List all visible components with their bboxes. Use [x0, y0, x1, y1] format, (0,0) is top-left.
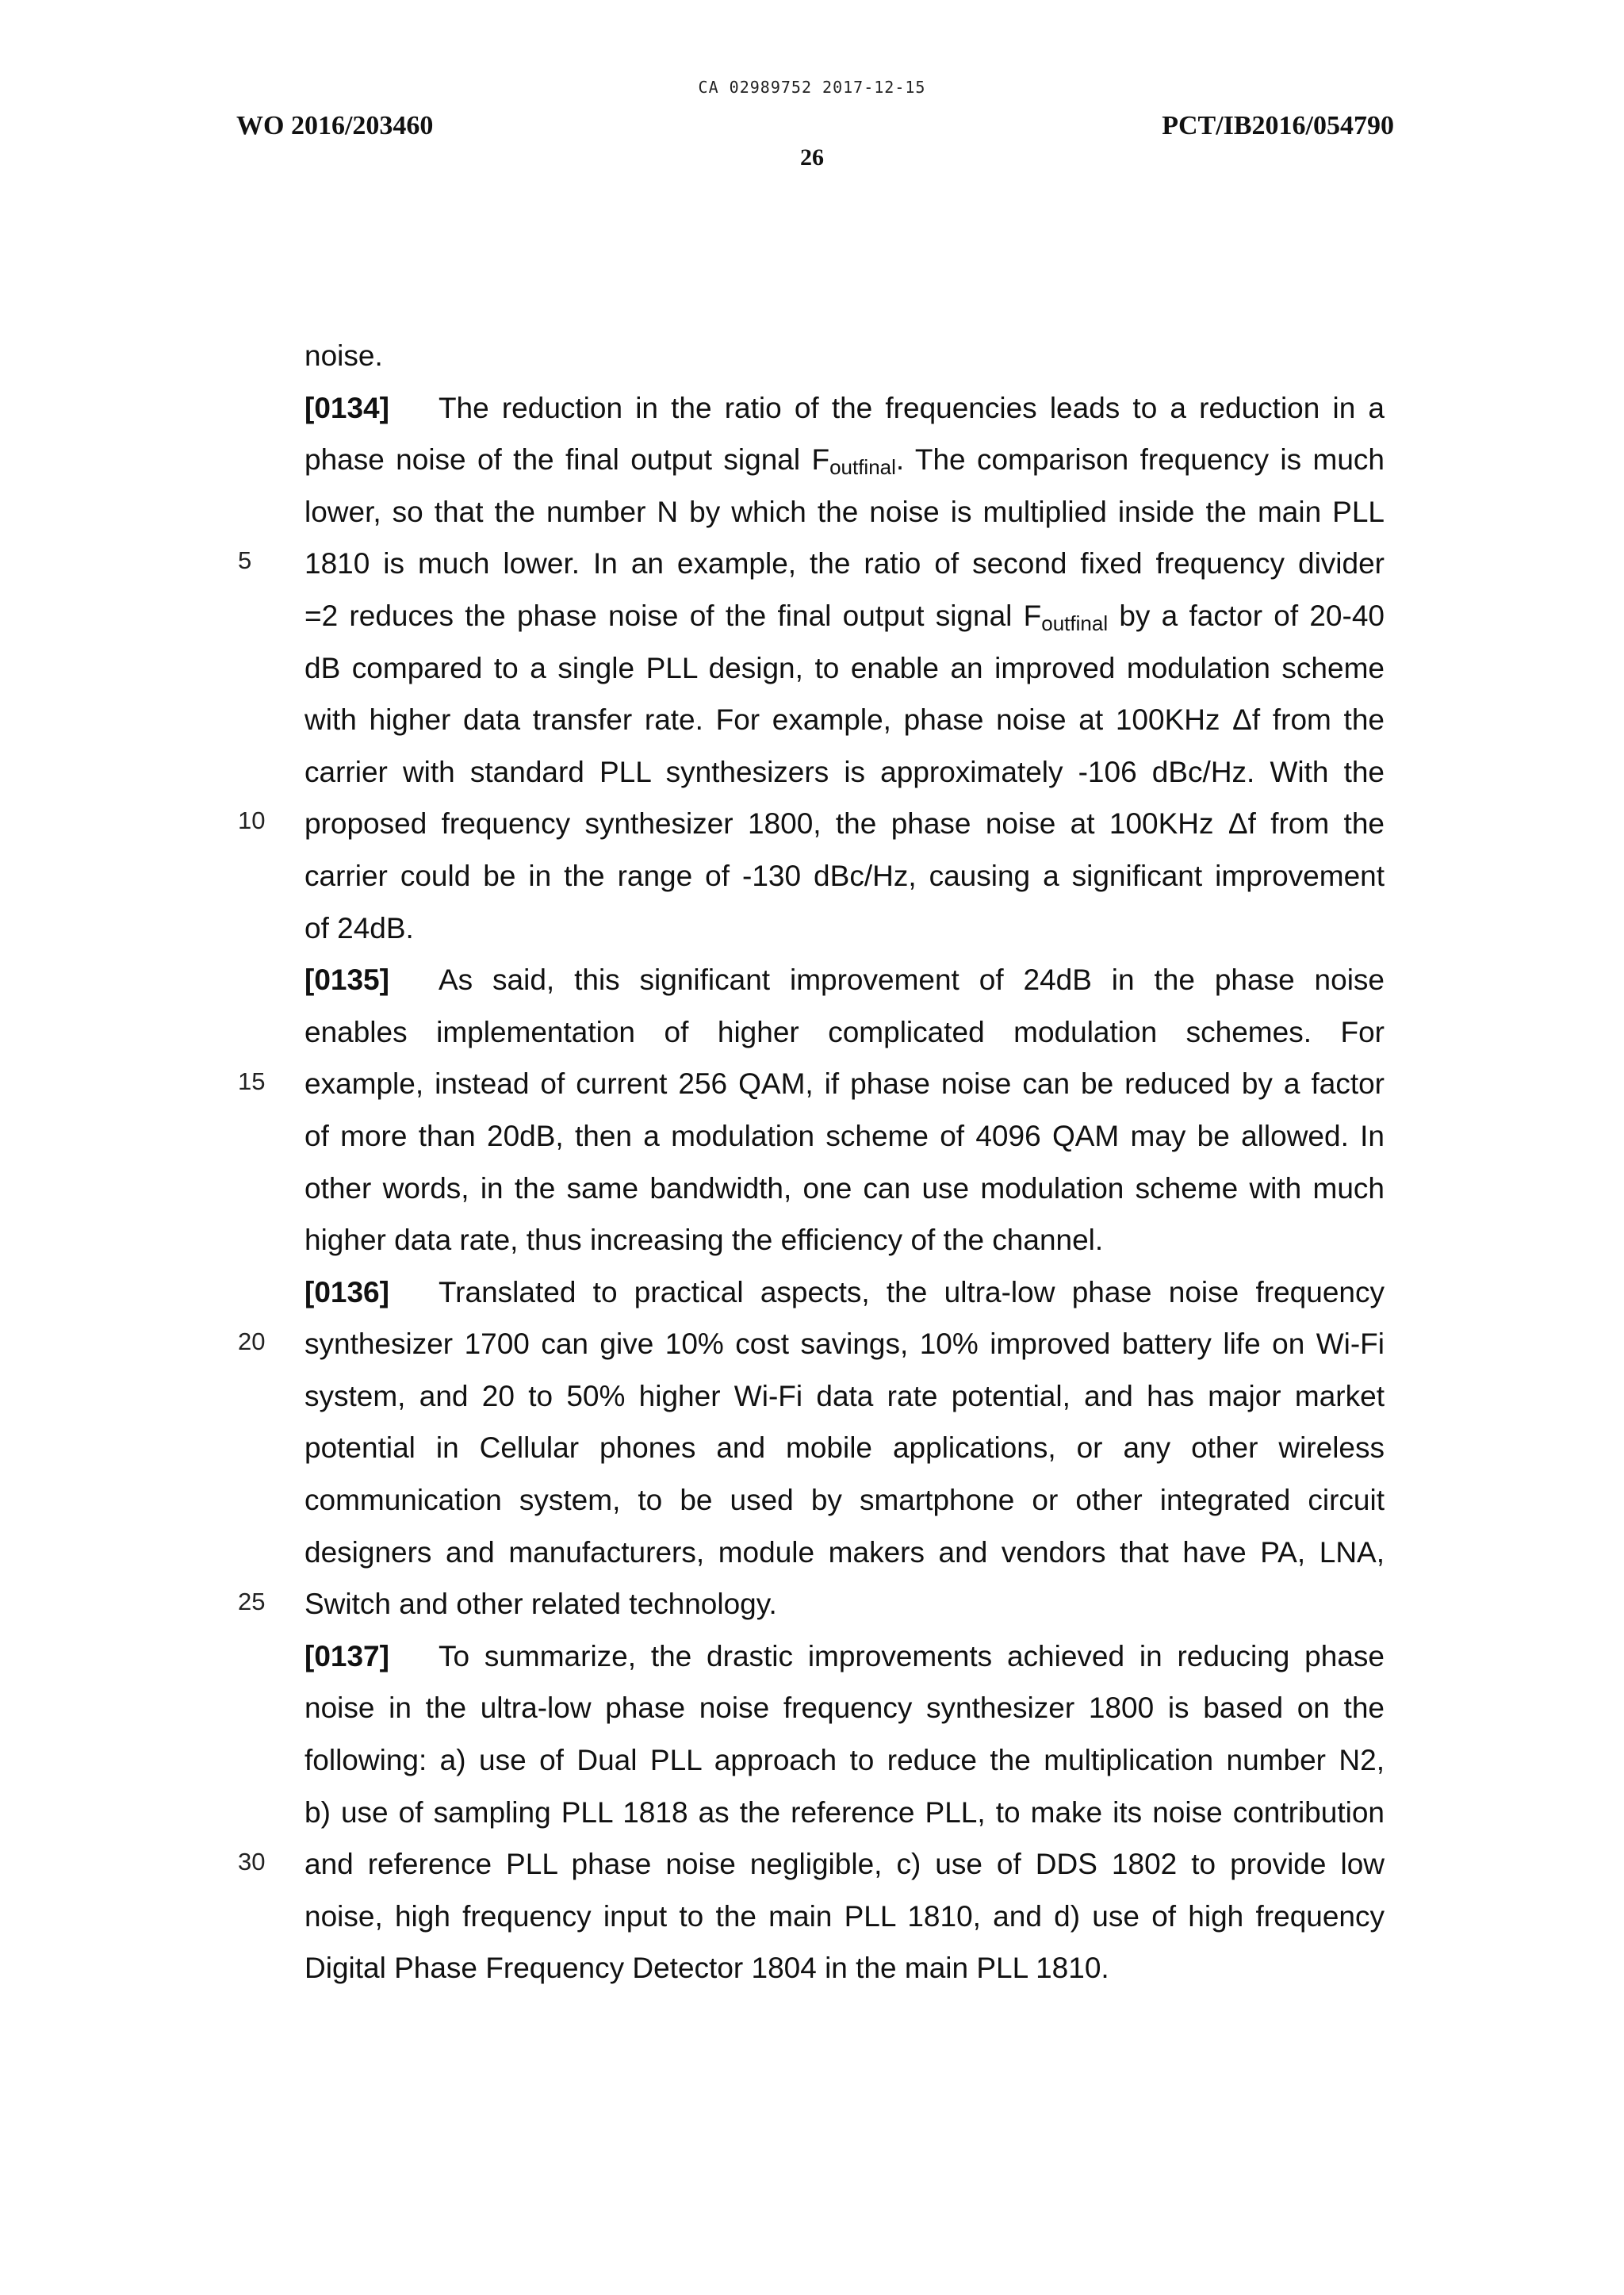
document-body	[304, 330, 1385, 1994]
paragraph-0136-line: [0136] Translated to practical aspects, the ultra-low phase noise frequency	[304, 1275, 1385, 1308]
text-line: higher data rate, thus increasing the efficiency of the channel.	[304, 1224, 1104, 1257]
margin-line-number: 25	[238, 1588, 266, 1615]
paragraph-number: [0134]	[304, 391, 389, 424]
text-line: =2 reduces the phase noise of the final output signal $F_{outfinal}$ by a factor of 20-40	[304, 599, 1385, 635]
margin-line-number: 10	[238, 807, 266, 834]
text-line: synthesizer 1700 can give 10% cost savings, 10% improved battery life on Wi-Fi	[304, 1328, 1385, 1361]
paragraph-0134-line: [0134] The reduction in the ratio of the frequencies leads to a reduction in a	[304, 391, 1385, 424]
text-line: proposed frequency synthesizer 1800, the phase noise at 100KHz Δf from the	[304, 807, 1385, 841]
text-line: designers and manufacturers, module makers and vendors that have PA, LNA,	[304, 1535, 1385, 1569]
text-line: of more than 20dB, then a modulation scheme of 4096 QAM may be allowed. In	[304, 1119, 1385, 1152]
margin-line-number: 20	[238, 1328, 266, 1355]
text-line: potential in Cellular phones and mobile applications, or any other wireless	[304, 1431, 1385, 1465]
text-line: of 24dB.	[304, 911, 414, 944]
paragraph-number: [0135]	[304, 964, 389, 997]
paragraph-number: [0136]	[304, 1275, 389, 1308]
application-number: PCT/IB2016/054790	[1162, 111, 1394, 140]
text-line: enables implementation of higher complicated modulation schemes. For	[304, 1015, 1385, 1048]
publication-number: WO 2016/203460	[236, 111, 434, 140]
text-line: phase noise of the final output signal $F_{outfinal}$. The comparison frequency is much	[304, 443, 1385, 480]
text-line: carrier with standard PLL synthesizers is approximately -106 dBc/Hz. With the	[304, 755, 1385, 788]
text-line: Digital Phase Frequency Detector 1804 in the main PLL 1810.	[304, 1952, 1109, 1985]
text-line: other words, in the same bandwidth, one can use modulation scheme with much	[304, 1171, 1385, 1205]
text-line: following: a) use of Dual PLL approach to reduce the multiplication number N2,	[304, 1744, 1385, 1777]
text-line: system, and 20 to 50% higher Wi-Fi data rate potential, and has major market	[304, 1379, 1385, 1412]
text-line: b) use of sampling PLL 1818 as the reference PLL, to make its noise contribution	[304, 1795, 1385, 1829]
page-number: 26	[800, 144, 824, 170]
text-line: dB compared to a single PLL design, to enable an improved modulation scheme	[304, 651, 1385, 684]
text-line: Switch and other related technology.	[304, 1588, 777, 1621]
filing-stamp: CA 02989752 2017-12-15	[698, 78, 926, 97]
text-line: and reference PLL phase noise negligible, c) use of DDS 1802 to provide low	[304, 1848, 1385, 1881]
text-line: carrier could be in the range of -130 dBc/Hz, causing a significant improvement	[304, 859, 1385, 892]
text-line: noise in the ultra-low phase noise frequency synthesizer 1800 is based on the	[304, 1692, 1385, 1725]
text-line: communication system, to be used by smartphone or other integrated circuit	[304, 1484, 1385, 1517]
margin-line-number: 30	[238, 1848, 266, 1875]
text-line: example, instead of current 256 QAM, if phase noise can be reduced by a factor	[304, 1067, 1385, 1101]
text-line: 1810 is much lower. In an example, the ratio of second fixed frequency divider	[304, 547, 1385, 580]
text-line: noise, high frequency input to the main PLL 1810, and d) use of high frequency	[304, 1899, 1385, 1933]
subscript: outfinal	[829, 455, 896, 480]
text-line: lower, so that the number N by which the noise is multiplied inside the main PLL	[304, 495, 1385, 528]
paragraph-0135-line: [0135] As said, this significant improvement of 24dB in the phase noise	[304, 964, 1385, 997]
margin-line-number: 15	[238, 1067, 266, 1095]
paragraph-number: [0137]	[304, 1639, 389, 1672]
paragraph-0137-line: [0137] To summarize, the drastic improvements achieved in reducing phase	[304, 1639, 1385, 1672]
subscript: outfinal	[1041, 611, 1109, 635]
margin-line-number: 5	[238, 546, 252, 574]
text-line: noise.	[304, 339, 383, 372]
text-line: with higher data transfer rate. For example, phase noise at 100KHz Δf from the	[304, 703, 1385, 737]
